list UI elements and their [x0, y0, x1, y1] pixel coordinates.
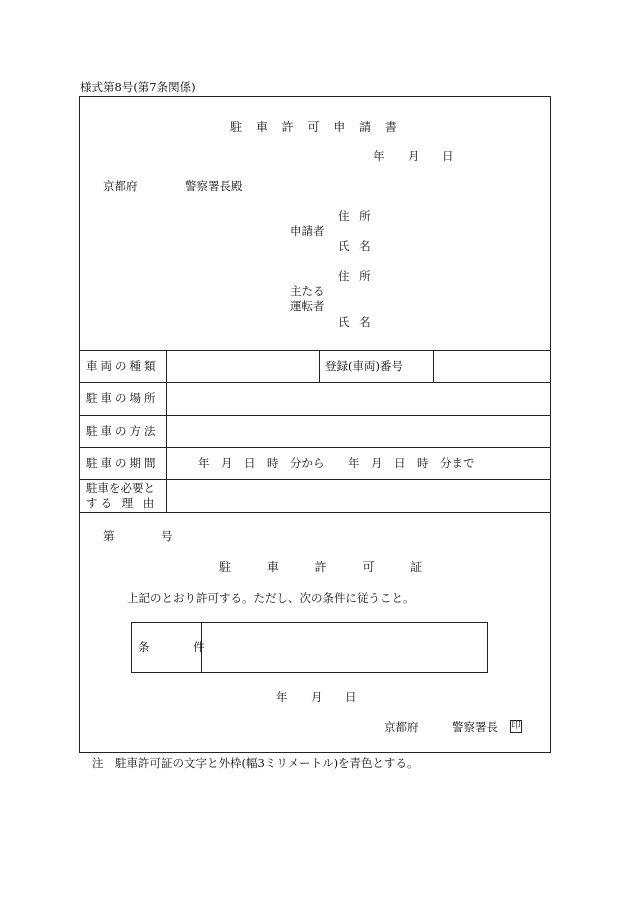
- permit-title: 駐 車 許 可 証: [219, 560, 439, 574]
- form-number-label: 様式第8号(第7条関係): [80, 80, 196, 94]
- reason-label-line2: する 理 由: [86, 496, 158, 510]
- permit-date-month: 月: [311, 690, 323, 704]
- table-rule-3: [79, 447, 551, 448]
- issuer-prefecture: 京都府: [384, 720, 419, 734]
- permit-number-prefix: 第: [103, 529, 115, 543]
- period-from-year: 年: [198, 456, 210, 470]
- table-bottom-rule: [79, 512, 551, 513]
- table-top-rule: [79, 350, 551, 351]
- application-date-month: 月: [408, 149, 420, 163]
- parking-period-label: 駐車の期間: [86, 456, 159, 470]
- reason-label-line1: 駐車を必要と: [86, 481, 155, 495]
- permit-date-day: 日: [345, 690, 357, 704]
- period-to-minute: 分まで: [440, 456, 475, 470]
- period-from-month: 月: [221, 456, 233, 470]
- driver-label-line1: 主たる: [290, 284, 325, 298]
- table-rule-4: [79, 479, 551, 480]
- period-to-hour: 時: [417, 456, 429, 470]
- application-title: 駐 車 許 可 申 請 書: [230, 120, 402, 134]
- conditions-label: 条 件: [138, 640, 225, 654]
- period-to-day: 日: [394, 456, 406, 470]
- table-rule-2: [79, 415, 551, 416]
- table-label-column-divider: [166, 350, 167, 512]
- period-to-year: 年: [348, 456, 360, 470]
- applicant-label: 申請者: [290, 224, 325, 238]
- permit-date-year: 年: [276, 690, 288, 704]
- period-from-day: 日: [244, 456, 256, 470]
- period-from-minute: 分から: [290, 456, 325, 470]
- parking-method-label: 駐車の方法: [86, 424, 159, 438]
- application-date-day: 日: [442, 149, 454, 163]
- addressee-prefecture: 京都府: [103, 179, 138, 193]
- applicant-address-label: 住 所: [338, 209, 374, 223]
- period-from-hour: 時: [267, 456, 279, 470]
- applicant-name-label: 氏 名: [338, 239, 374, 253]
- issuer-office: 警察署長: [452, 720, 498, 734]
- registration-number-label: 登録(車両)番号: [325, 359, 403, 373]
- addressee-office: 警察署長殿: [185, 179, 243, 193]
- registration-divider-left: [319, 350, 320, 382]
- period-to-month: 月: [371, 456, 383, 470]
- permit-statement: 上記のとおり許可する。ただし、次の条件に従うこと。: [127, 591, 415, 605]
- official-seal-icon: 印: [511, 721, 521, 731]
- table-rule-1: [79, 382, 551, 383]
- driver-label-line2: 運転者: [290, 299, 325, 313]
- footnote: 注 駐車許可証の文字と外枠(幅3ミリメートル)を青色とする。: [92, 756, 419, 770]
- registration-divider-right: [433, 350, 434, 382]
- application-date-year: 年: [373, 149, 385, 163]
- driver-address-label: 住 所: [338, 269, 374, 283]
- vehicle-type-label: 車両の種類: [86, 359, 159, 373]
- permit-number-suffix: 号: [161, 529, 173, 543]
- driver-name-label: 氏 名: [338, 315, 374, 329]
- parking-place-label: 駐車の場所: [86, 391, 159, 405]
